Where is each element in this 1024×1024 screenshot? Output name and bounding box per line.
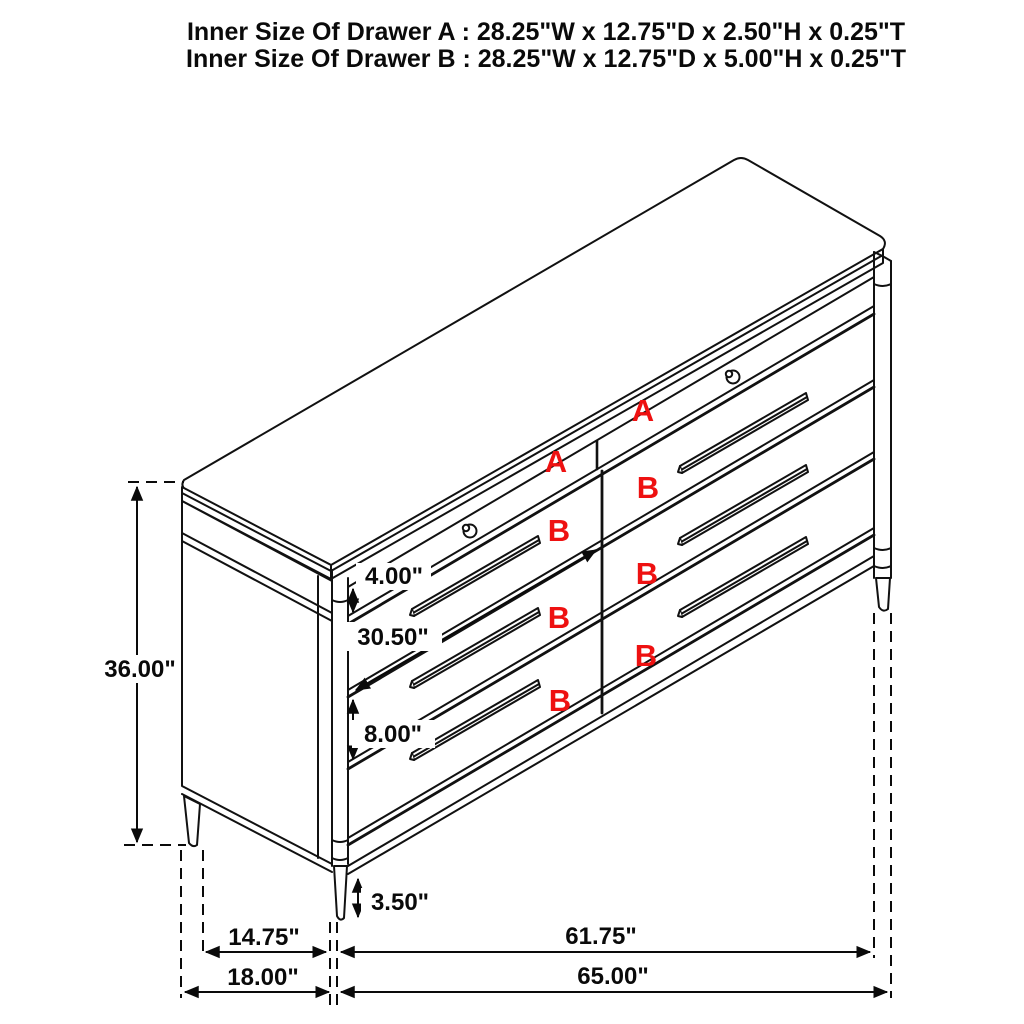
dim-text-drawer-height: 8.00": [363, 721, 423, 748]
label-drawer-a-right: A: [631, 393, 655, 428]
front-right-post: [874, 252, 891, 578]
front-left-leg: [334, 866, 347, 920]
label-drawer-b-left-2: B: [547, 600, 571, 635]
label-drawer-b-left-1: B: [547, 513, 571, 548]
knob-a-left: [463, 525, 477, 538]
label-drawer-b-left-3: B: [548, 683, 572, 718]
front-left-post: [332, 570, 348, 866]
label-drawer-a-left: A: [544, 444, 568, 479]
dim-text-overall-height: 36.00": [104, 656, 176, 683]
dim-text-leg-height: 3.50": [370, 889, 430, 916]
dim-text-drawer-width: 30.50": [357, 624, 429, 651]
title-line-drawer-b: Inner Size Of Drawer B : 28.25"W x 12.75"D x 5.00"H x 0.25"T: [186, 45, 906, 73]
label-drawer-b-right-2: B: [635, 556, 659, 591]
label-drawer-b-right-3: B: [634, 638, 658, 673]
back-left-leg: [184, 796, 200, 846]
dim-text-overall-width: 65.00": [577, 963, 649, 990]
dim-text-top-drawer-height: 4.00": [364, 563, 424, 590]
dim-text-depth-leg-to-leg: 14.75": [228, 924, 300, 951]
front-right-leg: [876, 578, 890, 611]
title-line-drawer-a: Inner Size Of Drawer A : 28.25"W x 12.75"D x 2.50"H x 0.25"T: [186, 18, 906, 46]
knob-a-right: [726, 371, 740, 384]
title-block: [186, 18, 906, 73]
dim-text-overall-depth: 18.00": [227, 964, 299, 991]
dim-text-width-leg-to-leg: 61.75": [565, 923, 637, 950]
label-drawer-b-right-1: B: [636, 470, 660, 505]
dresser-illustration: [182, 158, 891, 920]
